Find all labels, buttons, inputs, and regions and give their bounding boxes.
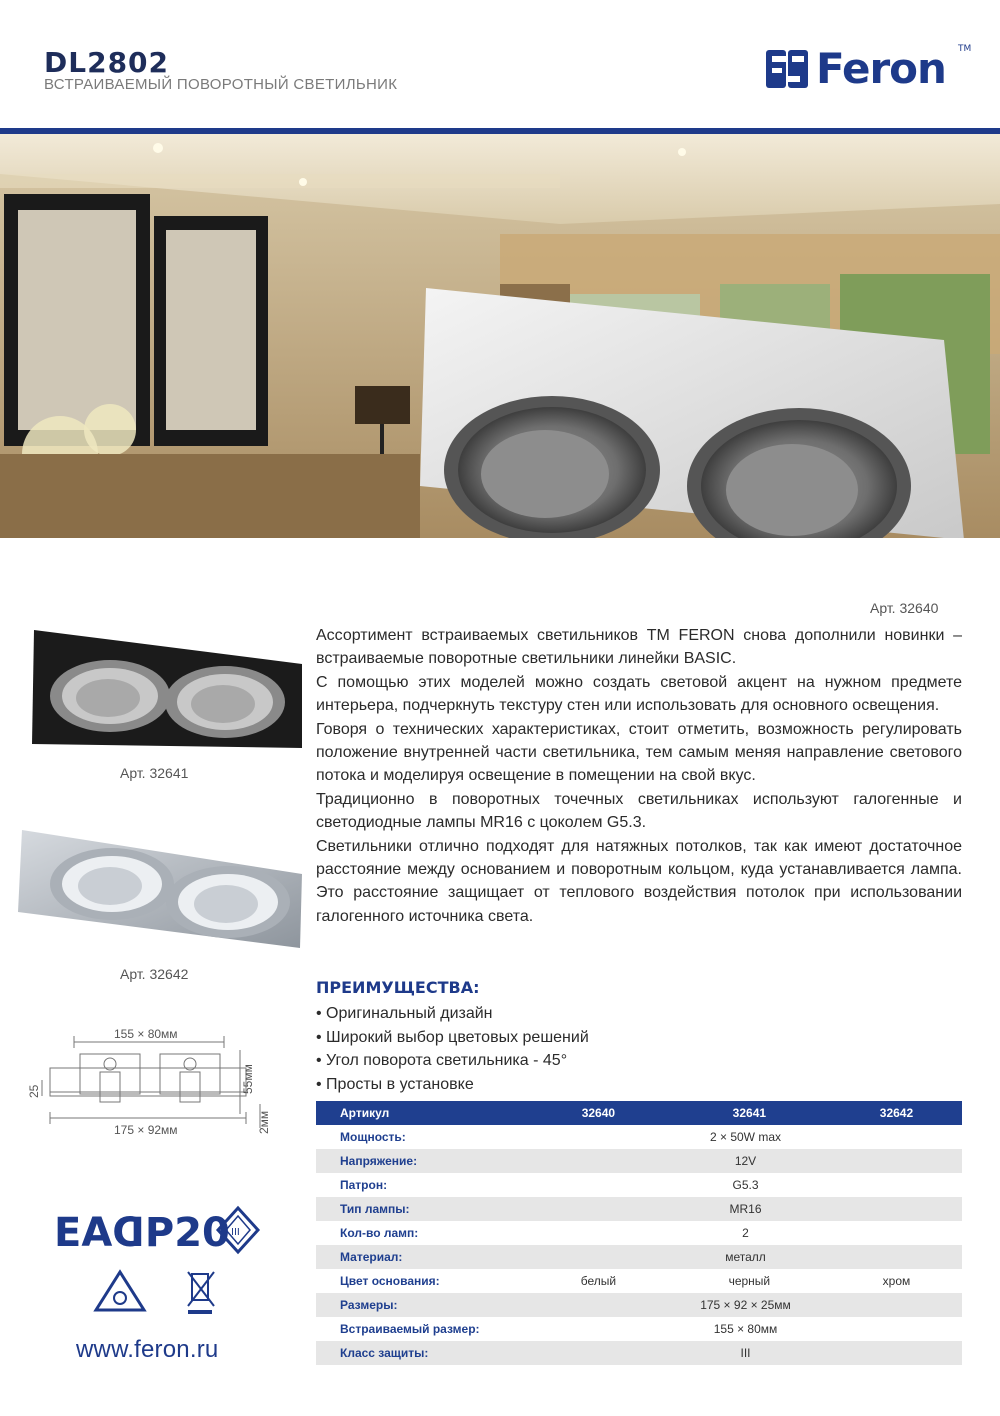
spec-value: 2 [742, 1226, 749, 1240]
spec-value: 155 × 80мм [713, 1322, 778, 1336]
spec-row [316, 1245, 962, 1269]
article-black: Арт. 32641 [120, 765, 189, 781]
desc-paragraph: Ассортимент встраиваемых светильников ТМ FERON снова дополнили новинки – встраиваемые поворотные светильники линейки BASIC. [316, 627, 962, 668]
trademark: TM [958, 44, 972, 54]
spec-value: черный [728, 1274, 771, 1288]
spec-value: металл [529, 1245, 962, 1269]
hero-interior-photo [0, 134, 1000, 538]
desc-paragraph: С помощью этих моделей можно создать световой акцент на нужном предмете интерьера, подчеркнуть текстуру стен или использовать для основного освещения. [316, 673, 962, 715]
ip20-mark: IP20 [130, 1210, 230, 1256]
class-label: III [231, 1227, 240, 1238]
spec-row [316, 1125, 962, 1149]
advantage-item: • Угол поворота светильника - 45° [316, 1049, 589, 1073]
spec-row [316, 1269, 962, 1293]
spec-row [316, 1317, 962, 1341]
spec-header-cell: 32642 [831, 1101, 962, 1125]
spec-row [316, 1341, 962, 1365]
advantages-list [316, 1002, 589, 1096]
spec-label: Тип лампы: [316, 1197, 529, 1221]
spec-label: Напряжение: [316, 1149, 529, 1173]
spec-header-row [316, 1101, 962, 1125]
spec-value: MR16 [529, 1197, 962, 1221]
spec-header-cell: Артикул [316, 1101, 529, 1125]
luminaire-ring-left [444, 396, 660, 538]
spec-label: Встраиваемый размер: [340, 1322, 480, 1336]
spec-header-cell: 32641 [668, 1101, 831, 1125]
spec-value: III [529, 1341, 962, 1365]
brand-name: Feron [816, 44, 946, 93]
desc-paragraph: Светильники отлично подходят для натяжных потолков, так как имеют достаточное расстояние между основанием и поворотным кольцом, куда устанавливается лампа. Это расстояние защищает от теплового воздействия потолок при использовании галогенного источника света. [316, 837, 962, 925]
spec-value: G5.3 [732, 1178, 759, 1192]
dimension-drawing [28, 1024, 278, 1144]
model-number: DL2802 [44, 46, 170, 79]
desc-paragraph: Традиционно в поворотных точечных светильниках используют галогенные и светодиодные лампы MR16 с цоколем G5.3. [316, 790, 962, 832]
dim-cutout: 155 × 80мм [114, 1027, 178, 1041]
spec-row [316, 1221, 962, 1245]
feron-logo-mark-icon [764, 46, 812, 94]
product-description [316, 624, 962, 928]
eac-mark-icon: EAC [54, 1210, 142, 1256]
dim-height: 55мм [241, 1064, 255, 1094]
article-main: Арт. 32640 [870, 600, 939, 616]
advantage-item: • Оригинальный дизайн [316, 1002, 589, 1026]
spec-label: Размеры: [316, 1293, 529, 1317]
dim-overall: 175 × 92мм [114, 1123, 178, 1137]
spec-label: Патрон: [340, 1178, 388, 1192]
spec-table [316, 1101, 962, 1365]
advantage-item: • Просты в установке [316, 1073, 589, 1097]
spec-label: Класс защиты: [316, 1341, 529, 1365]
desc-paragraph: Говоря о технических характеристиках, стоит отметить, возможность регулировать положение внутренней части светильника, тем самым меняя направление светового потока и моделируя освещение в помещении на свой вкус. [316, 720, 962, 785]
spec-row [316, 1173, 962, 1197]
spec-row [316, 1293, 962, 1317]
spec-value: белый [580, 1274, 617, 1288]
product-photo-black [32, 630, 302, 748]
spec-value: хром [882, 1274, 911, 1288]
dim-frame: 2мм [257, 1110, 271, 1134]
weee-crossed-bin-icon [188, 1272, 214, 1314]
advantages-title: ПРЕИМУЩЕСТВА: [316, 978, 480, 997]
product-subtitle: ВСТРАИВАЕМЫЙ ПОВОРОТНЫЙ СВЕТИЛЬНИК [44, 76, 398, 93]
spec-header-cell: 32640 [529, 1101, 668, 1125]
spec-label: Цвет основания: [340, 1274, 440, 1288]
article-chrome: Арт. 32642 [120, 966, 189, 982]
website-url[interactable]: www.feron.ru [76, 1336, 219, 1363]
spec-label: Мощность: [340, 1130, 406, 1144]
spec-value: 175 × 92 × 25мм [529, 1293, 962, 1317]
spec-row [316, 1197, 962, 1221]
warning-triangle-icon [96, 1272, 144, 1310]
advantage-item: • Широкий выбор цветовых решений [316, 1026, 589, 1050]
product-photo-chrome [18, 830, 302, 948]
spec-row [316, 1149, 962, 1173]
spec-label: Материал: [316, 1245, 529, 1269]
spec-label: Кол-во ламп: [340, 1226, 419, 1240]
spec-value: 12V [529, 1149, 962, 1173]
feron-logo [764, 44, 972, 94]
certification-marks [54, 1202, 264, 1322]
spec-value: 2 × 50W max [709, 1130, 782, 1144]
dim-depth: 25 [28, 1084, 41, 1098]
